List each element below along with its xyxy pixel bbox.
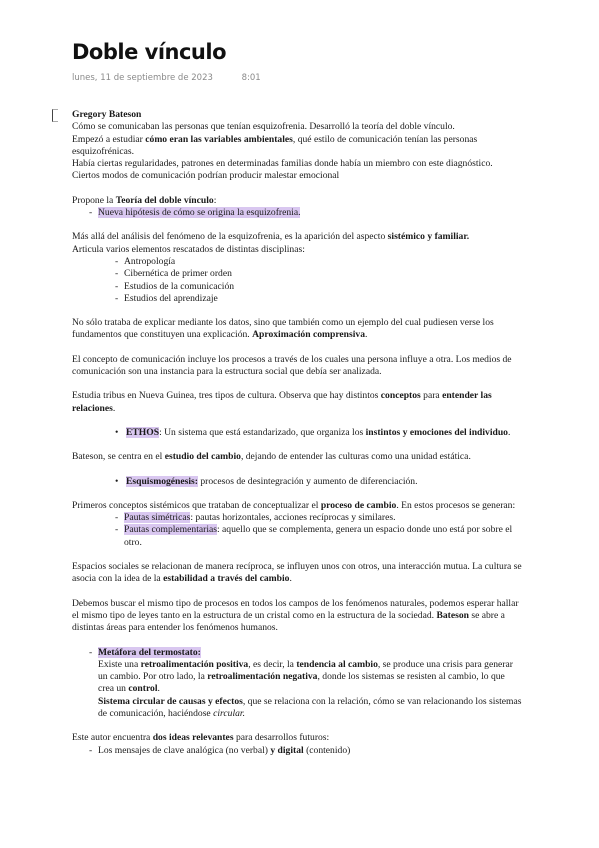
list-item: - Estudios del aprendizaje [72, 293, 522, 305]
paragraph: Articula varios elementos rescatados de distintas disciplinas: [72, 243, 305, 255]
list-item: • ETHOS: Un sistema que está estandarizado, que organiza los instintos y emociones del individuo. [72, 427, 522, 439]
page-meta [72, 73, 261, 83]
paragraph: Debemos buscar el mismo tipo de procesos en todos los campos de los fenómenos naturales, podemos esperar hallar el mismo tipo de leyes tanto en la estructura de un cristal como en la estructura de la sociedad. Bateson se abre a distintas áreas para entender los fenómenos humanos. [72, 597, 519, 634]
paragraph: No sólo trataba de explicar mediante los datos, sino que también como un ejemplo del cual pudiesen verse los fundamentos que constituyen una explicación. Aproximación comprensiva. [72, 317, 494, 341]
paragraph: Propone la Teoría del doble vínculo: [72, 194, 217, 206]
paragraph: Este autor encuentra dos ideas relevantes para desarrollos futuros: [72, 732, 330, 744]
list-item: - Metáfora del termostato: [72, 647, 522, 659]
list-item: • Esquismogénesis: procesos de desintegración y aumento de diferenciación. [72, 476, 522, 488]
pautas-list [72, 512, 522, 549]
list-item: - Los mensajes de clave analógica (no verbal) y digital (contenido) [72, 745, 522, 757]
paragraph: Bateson, se centra en el estudio del cambio, dejando de entender las culturas como una unidad estática. [72, 451, 471, 463]
paragraph: Espacios sociales se relacionan de manera recíproca, se influyen unos con otros, una interacción mutua. La cultura se asocia con la idea de la estabilidad a través del cambio. [72, 561, 522, 585]
note-container-marker[interactable] [52, 109, 58, 122]
list-item: - Pautas simétricas: pautas horizontales, acciones recíprocas y similares. [72, 512, 522, 524]
list-item: - Nueva hipótesis de cómo se origina la esquizofrenia. [72, 207, 522, 219]
note-body[interactable] [72, 109, 522, 757]
paragraph: El concepto de comunicación incluye los procesos a través de los cuales una persona influye a otra. Los medios de comunicación son una instancia para la estructura social que debía ser analizada. [72, 353, 512, 378]
paragraph: Primeros conceptos sistémicos que trataban de conceptualizar el proceso de cambio. En estos procesos se generan: [72, 499, 516, 511]
paragraph: Estudia tribus en Nueva Guinea, tres tipos de cultura. Observa que hay distintos conceptos para entender las relaciones. [72, 390, 492, 414]
bullet-list [72, 647, 522, 659]
page-time: 8:01 [241, 73, 261, 83]
paragraph: Más allá del análisis del fenómeno de la esquizofrenia, es la aparición del aspecto sistémico y familiar. [72, 231, 470, 243]
bullet-list [72, 745, 522, 757]
heading-bateson: Gregory Bateson [72, 109, 142, 120]
list-item: - Estudios de la comunicación [72, 281, 522, 293]
paragraph: Sistema circular de causas y efectos, que se relaciona con la relación, cómo se van relacionando los sistemas de comunicación, haciéndose circular. [98, 695, 522, 719]
page-date: lunes, 11 de septiembre de 2023 [72, 73, 213, 83]
bullet-list [72, 476, 522, 488]
page-title: Doble vínculo [72, 40, 227, 64]
paragraph: Cómo se comunicaban las personas que tenían esquizofrenia. Desarrolló la teoría del doble vínculo. [72, 121, 455, 133]
paragraph: Existe una retroalimentación positiva, es decir, la tendencia al cambio, se produce una crisis para generar un cambio. Por otro lado, la retroalimentación negativa, donde los sistemas se resisten al cambio, lo que crea un control. [98, 658, 513, 695]
disciplines-list [72, 256, 522, 305]
bullet-list [72, 207, 522, 219]
paragraph: Empezó a estudiar cómo eran las variables ambientales, qué estilo de comunicación tenían las personas esquizofrénicas. [72, 133, 478, 157]
list-item: - Cibernética de primer orden [72, 268, 522, 280]
bullet-list [72, 427, 522, 439]
list-item: - Pautas complementarias: aquello que se complementa, genera un espacio donde uno está por sobre el otro. [72, 524, 522, 549]
paragraph: Había ciertas regularidades, patrones en determinadas familias donde había un miembro con este diagnóstico. Ciertos modos de comunicación podrían producir malestar emocional [72, 158, 493, 182]
list-item: - Antropología [72, 256, 522, 268]
